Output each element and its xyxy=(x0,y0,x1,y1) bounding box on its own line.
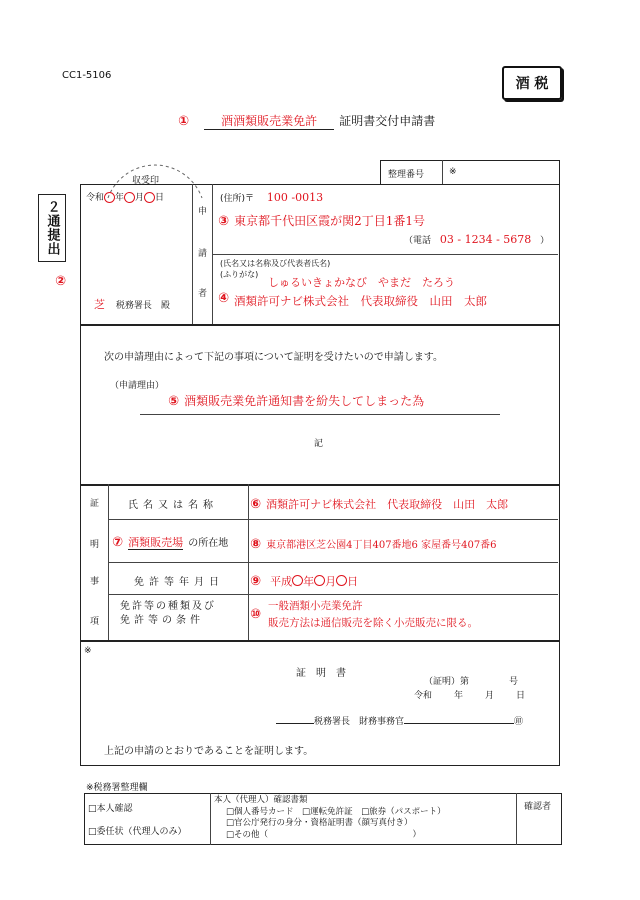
certificate-statement: 上記の申請のとおりであることを証明します。 xyxy=(104,746,314,757)
request-reason: ⑤ 酒類販売業免許通知書を紛失してしまった為 xyxy=(168,394,425,409)
items-side-3: 事 xyxy=(90,577,100,587)
certificate-title: 証 明 書 xyxy=(296,668,346,679)
applicant-phone: （電話 03 - 1234 - 5678 ） xyxy=(404,233,550,246)
applicant-kana: しゅるいきょかなび やまだ たろう xyxy=(268,276,455,289)
kind-marker: ⑩ xyxy=(250,607,262,622)
receipt-stamp-label: 収受印 xyxy=(132,176,160,186)
tax-office-name: 芝 xyxy=(94,298,105,311)
form-title xyxy=(178,110,435,130)
applicant-address: ③ 東京都千代田区霞が関2丁目1番1号 xyxy=(218,214,426,229)
submission-count-tab xyxy=(38,194,66,262)
reason-label: （申請理由） xyxy=(110,381,165,391)
items-side-1: 証 xyxy=(90,499,100,509)
item-kind-label: 免許等の種類及び 免許等の条件 xyxy=(120,601,216,626)
side-marker: ② xyxy=(55,274,67,289)
form-code: CC1-5106 xyxy=(62,70,112,81)
applicant-label-2: 請 xyxy=(198,249,208,259)
items-side-4: 項 xyxy=(90,617,100,627)
title-suffix: 証明書交付申請書 xyxy=(339,114,436,128)
reference-label: 整理番号 xyxy=(388,170,425,180)
office-section-label: ※税務署整理欄 xyxy=(86,783,148,793)
item-name-value: ⑥ 酒類許可ナビ株式会社 代表取締役 山田 太郎 xyxy=(250,497,509,512)
item-place-value: ⑧ 東京都港区芝公園4丁目407番地6 家屋番号407番6 xyxy=(250,537,497,552)
applicant-label-3: 者 xyxy=(198,289,208,299)
certificate-date: 令和 年 月 日 xyxy=(414,691,526,701)
item-date-label: 免許等年月日 xyxy=(134,577,224,588)
tax-office-address: 芝 税務署長 殿 xyxy=(94,298,170,311)
check-proxy: □委任状（代理人のみ） xyxy=(88,827,187,837)
certificate-signer: 税務署長 財務事務官 ㊞ xyxy=(276,714,523,727)
item-kind-value: 一般酒類小売業免許 販売方法は通信販売を除く小売販売に限る。 xyxy=(268,600,478,629)
items-side-2: 明 xyxy=(90,540,100,550)
submission-count-text: ２通提出 xyxy=(44,200,60,256)
title-filled: 酒酒類販売業免許 xyxy=(204,112,334,130)
check-identity: □本人確認 xyxy=(88,804,133,814)
item-name-label: 氏名又は名称 xyxy=(128,500,218,511)
application-date: 令和 年 月 日 xyxy=(86,193,165,203)
certificate-number: （証明）第 号 xyxy=(424,677,519,687)
applicant-name: 酒類許可ナビ株式会社 代表取締役 山田 太郎 xyxy=(234,294,487,308)
item-date-value: ⑨ 平成 年 月 日 xyxy=(250,574,359,589)
address-postal: (住所)〒 100 -0013 xyxy=(220,191,324,204)
ki-heading: 記 xyxy=(314,439,324,449)
request-intro: 次の申請理由によって下記の事項について証明を受けたいので申請します。 xyxy=(104,352,443,363)
name-labels: (氏名又は名称及び代表者氏名) (ふりがな) xyxy=(220,259,331,279)
reference-value: ※ xyxy=(449,167,457,177)
title-marker: ① xyxy=(178,114,190,129)
category-badge: 酒 税 xyxy=(502,66,562,100)
confirmer-label: 確認者 xyxy=(524,802,552,812)
name-marker: ④ xyxy=(218,291,230,306)
applicant-label-1: 申 xyxy=(198,207,208,217)
id-documents: 本人（代理人）確認書類 □個人番号カード □運転免許証 □旅券（パスポート） □官公庁発行の身分・資格証明書（顔写真付き） □その他（ ） xyxy=(214,795,446,840)
certificate-mark: ※ xyxy=(84,646,92,656)
item-place-label: ⑦ 酒類販売場 の所在地 xyxy=(112,535,229,550)
